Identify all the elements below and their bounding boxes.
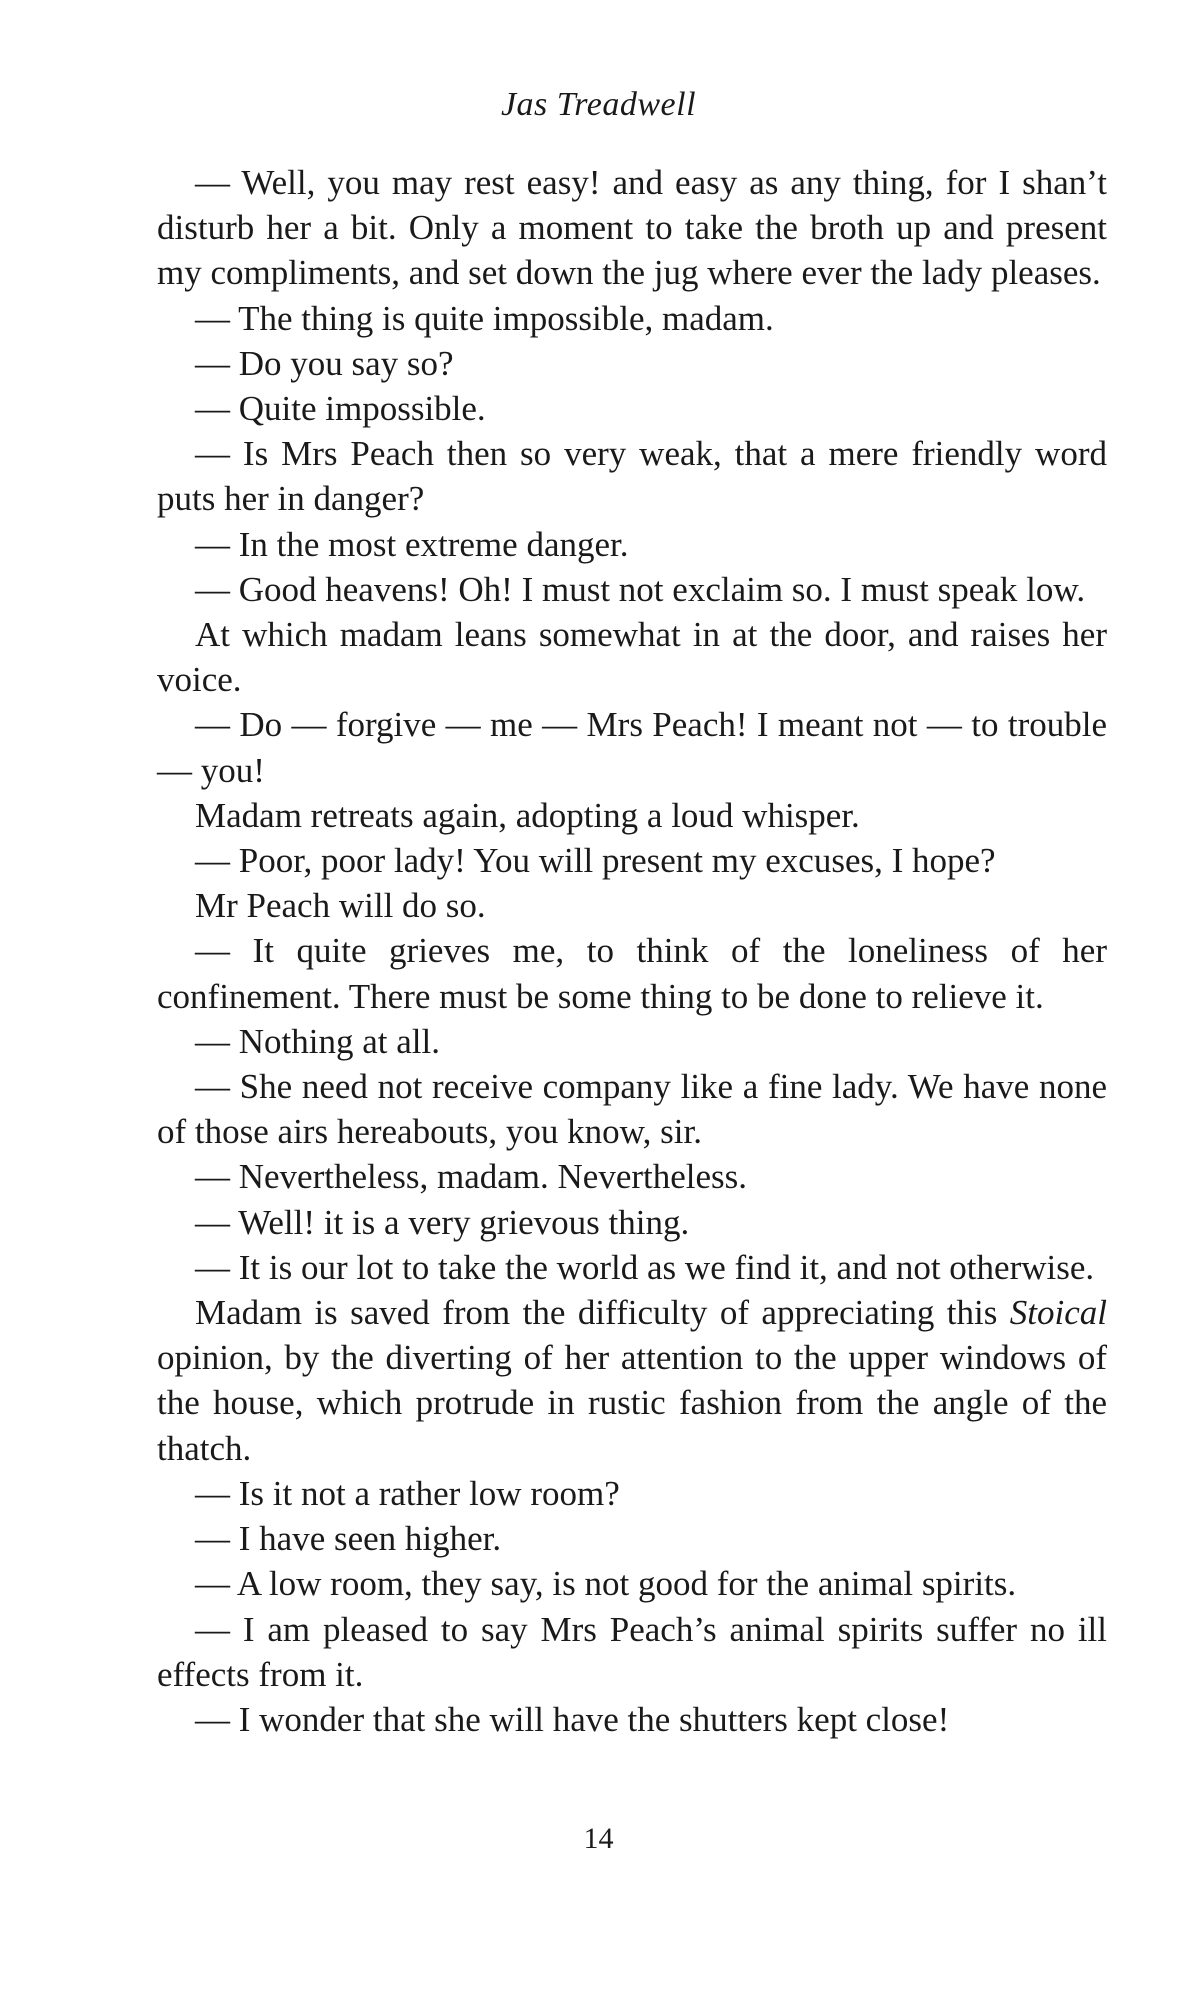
paragraph: — She need not receive company like a fine lady. We have none of those airs hereabouts, you know, sir. [157, 1067, 1107, 1152]
body-text [157, 160, 1107, 1742]
paragraph: — It is our lot to take the world as we find it, and not otherwise. [195, 1247, 1095, 1287]
paragraph: — Good heavens! Oh! I must not exclaim so. I must speak low. [195, 569, 1086, 609]
running-head: Jas Treadwell [500, 86, 697, 123]
paragraph: — Do — forgive — me — Mrs Peach! I meant not — to trouble — you! [157, 705, 1107, 790]
paragraph: — Quite impossible. [195, 389, 486, 429]
paragraph: — In the most extreme danger. [195, 524, 629, 564]
paragraph: — I have seen higher. [195, 1519, 502, 1559]
paragraph: — It quite grieves me, to think of the loneliness of her confinement. There must be some thing to be done to relieve it. [157, 931, 1107, 1016]
paragraph-text-after: opinion, by the diverting of her attention to the upper windows of the house, which protrude in rustic fashion from the angle of the thatch. [157, 1338, 1107, 1468]
paragraph: — Is Mrs Peach then so very weak, that a mere friendly word puts her in danger? [157, 434, 1107, 519]
paragraph: — Nothing at all. [195, 1021, 440, 1061]
paragraph: — Well! it is a very grievous thing. [195, 1202, 690, 1242]
paragraph: Madam retreats again, adopting a loud whisper. [195, 795, 860, 835]
paragraph: — Nevertheless, madam. Nevertheless. [195, 1157, 748, 1197]
page-number: 14 [583, 1822, 614, 1855]
paragraph-text-before: Madam is saved from the difficulty of appreciating this [195, 1293, 1010, 1333]
paragraph: — I am pleased to say Mrs Peach’s animal spirits suffer no ill effects from it. [157, 1609, 1107, 1694]
paragraph: — The thing is quite impossible, madam. [195, 298, 774, 338]
paragraph: Mr Peach will do so. [195, 886, 486, 926]
paragraph: — Well, you may rest easy! and easy as any thing, for I shan’t disturb her a bit. Only a moment to take the broth up and present my compliments, and set down the jug where ever the lady pleases. [157, 163, 1107, 293]
italic-word: Stoical [1009, 1293, 1107, 1333]
paragraph: — Do you say so? [195, 343, 454, 383]
paragraph: — I wonder that she will have the shutters kept close! [195, 1699, 950, 1739]
paragraph: — A low room, they say, is not good for the animal spirits. [195, 1564, 1017, 1604]
paragraph: At which madam leans somewhat in at the door, and raises her voice. [157, 615, 1107, 700]
paragraph-with-italic [157, 1290, 1107, 1471]
paragraph: — Is it not a rather low room? [195, 1473, 620, 1513]
paragraph: — Poor, poor lady! You will present my excuses, I hope? [195, 841, 996, 881]
